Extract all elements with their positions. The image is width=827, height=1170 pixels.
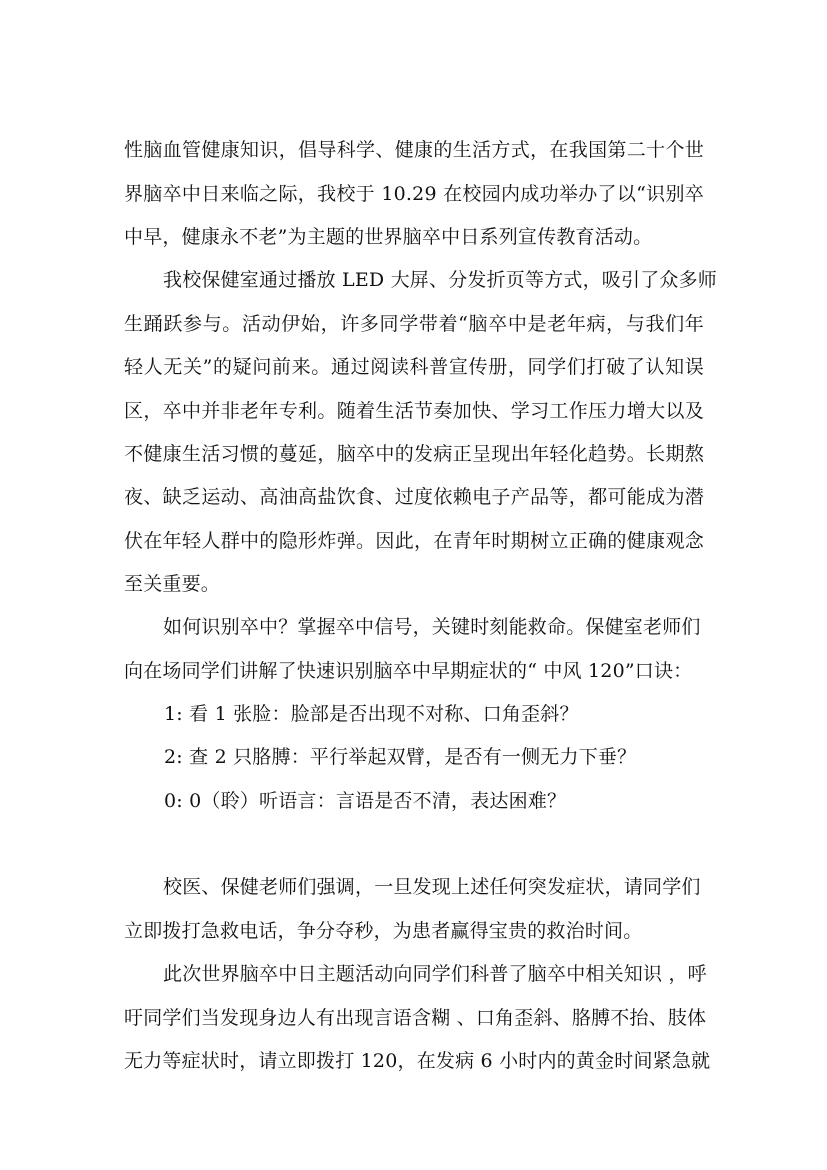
paragraph-line: 至关重要。 bbox=[124, 573, 221, 595]
paragraph-line: 立即拨打急救电话，争分夺秒，为患者赢得宝贵的救治时间。 bbox=[124, 920, 643, 942]
paragraph-line: 中早，健康永不老”为主题的世界脑卒中日系列宣传教育活动。 bbox=[124, 226, 653, 248]
paragraph-line: 校医、保健老师们强调，一旦发现上述任何突发症状，请同学们 bbox=[163, 876, 701, 898]
paragraph-line: 不健康生活习惯的蔓延，脑卒中的发病正呈现出年轻化趋势。长期熬 bbox=[124, 443, 704, 465]
paragraph-line: 此次世界脑卒中日主题活动向同学们科普了脑卒中相关知识 ，呼 bbox=[163, 963, 707, 985]
paragraph-line: 生踊跃参与。活动伊始，许多同学带着“脑卒中是老年病，与我们年 bbox=[124, 313, 704, 335]
paragraph-line: 我校保健室通过播放 LED 大屏、分发折页等方式，吸引了众多师 bbox=[163, 269, 718, 291]
list-item: 2: 查 2 只胳膊：平行举起双臂，是否有一侧无力下垂？ bbox=[164, 746, 637, 768]
paragraph-line: 界脑卒中日来临之际，我校于 10.29 在校园内成功举办了以“识别卒 bbox=[124, 183, 704, 205]
paragraph-line: 伏在年轻人群中的隐形炸弹。因此，在青年时期树立正确的健康观念 bbox=[124, 530, 704, 552]
paragraph-line: 无力等症状时，请立即拨打 120，在发病 6 小时内的黄金时间紧急就 bbox=[124, 1050, 711, 1072]
paragraph-line: 夜、缺乏运动、高油高盐饮食、过度依赖电子产品等，都可能成为潜 bbox=[124, 486, 704, 508]
list-item: 1: 看 1 张脸：脸部是否出现不对称、口角歪斜？ bbox=[164, 703, 579, 725]
paragraph-line: 轻人无关”的疑问前来。通过阅读科普宣传册，同学们打破了认知误 bbox=[124, 356, 704, 378]
paragraph-line: 性脑血管健康知识，倡导科学、健康的生活方式，在我国第二十个世 bbox=[124, 139, 704, 161]
list-item: 0: 0（聆）听语言：言语是否不清，表达困难？ bbox=[164, 790, 567, 812]
paragraph-line: 区，卒中并非老年专利。随着生活节奏加快、学习工作压力增大以及 bbox=[124, 400, 704, 422]
paragraph-line: 如何识别卒中？掌握卒中信号，关键时刻能救命。保健室老师们 bbox=[163, 616, 701, 638]
paragraph-line: 向在场同学们讲解了快速识别脑卒中早期症状的“ 中风 120”口诀： bbox=[124, 660, 693, 682]
paragraph-line: 吁同学们当发现身边人有出现言语含糊 、口角歪斜、胳膊不抬、肢体 bbox=[124, 1007, 707, 1029]
